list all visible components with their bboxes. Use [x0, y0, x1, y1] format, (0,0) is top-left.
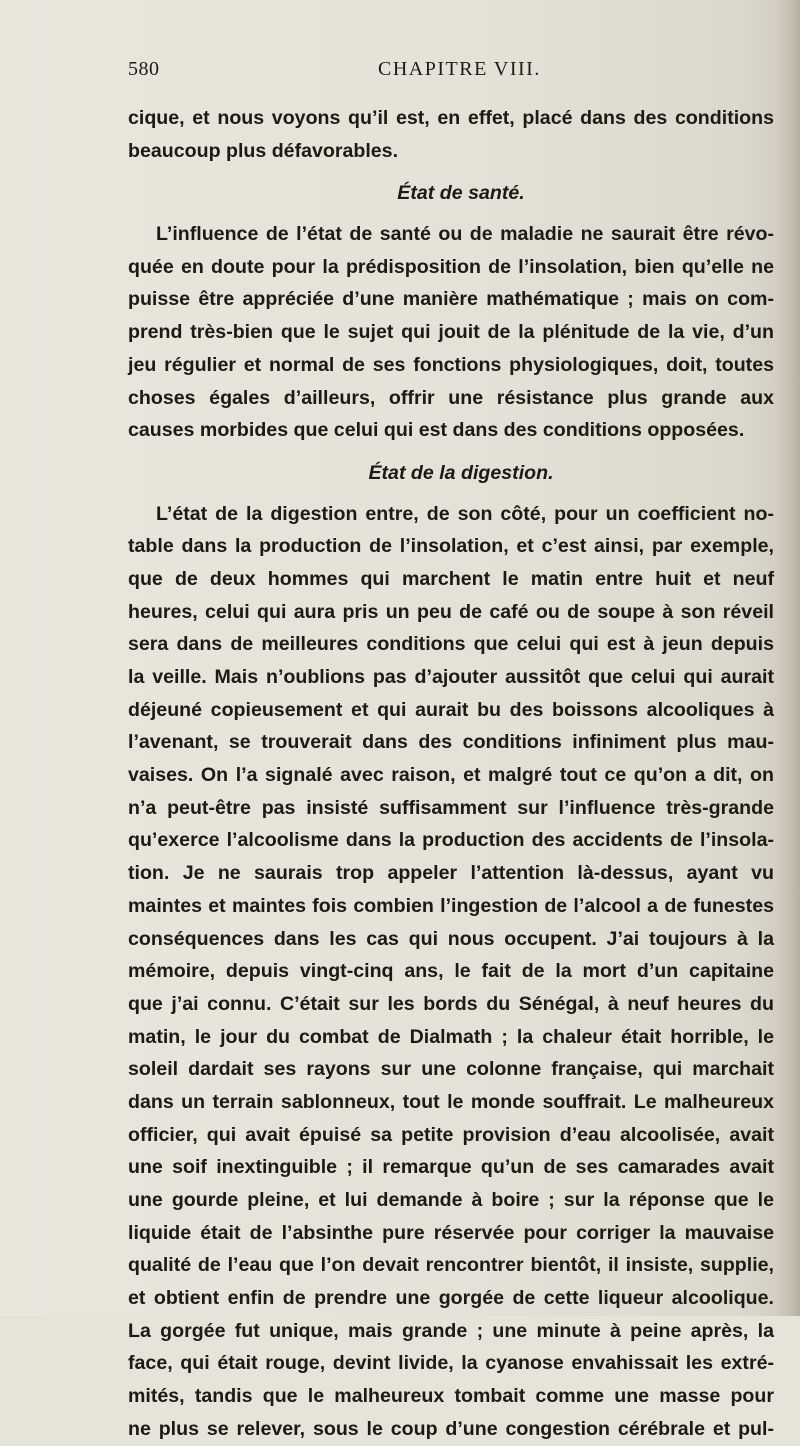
running-head: CHAPITRE VIII.	[378, 58, 541, 80]
text-line: qu’exerce l’alcoolisme dans la production des accidents de l’insola-	[128, 829, 774, 852]
section-heading-digestion: État de la digestion.	[368, 461, 554, 484]
text-line: que de deux hommes qui marchent le matin entre huit et neuf	[128, 567, 774, 590]
text-line: mémoire, depuis vingt-cinq ans, le fait de la mort d’un capitaine	[128, 960, 774, 983]
text-line: déjeuné copieusement et qui aurait bu des boissons alcooliques à	[128, 698, 774, 721]
text-line: dans un terrain sablonneux, tout le monde souffrait. Le malheureux	[128, 1090, 774, 1113]
page-header	[128, 58, 774, 88]
text-line: soleil dardait ses rayons sur une colonne française, qui marchait	[128, 1058, 774, 1081]
text-line: cique, et nous voyons qu’il est, en effet, placé dans des conditions	[128, 107, 774, 129]
text-line: jeu régulier et normal de ses fonctions physiologiques, doit, toutes	[128, 353, 774, 376]
text-line: L’influence de l’état de santé ou de maladie ne saurait être révo-	[156, 223, 774, 246]
text-line: puisse être appréciée d’une manière mathématique ; mais on com-	[128, 288, 774, 311]
text-line: table dans la production de l’insolation, et c’est ainsi, par exemple,	[128, 535, 774, 558]
text-line: face, qui était rouge, devint livide, la cyanose envahissait les extré-	[128, 1352, 774, 1375]
text-line: officier, qui avait épuisé sa petite provision d’eau alcoolisée, avait	[128, 1123, 774, 1146]
text-line: choses égales d’ailleurs, offrir une résistance plus grande aux	[128, 386, 774, 409]
text-line: ne plus se relever, sous le coup d’une congestion cérébrale et pul-	[128, 1417, 774, 1440]
text-line: et obtient enfin de prendre une gorgée de cette liqueur alcoolique.	[128, 1287, 774, 1310]
text-line: qualité de l’eau que l’on devait rencontrer bientôt, il insiste, supplie,	[128, 1254, 774, 1277]
text-line: une soif inextinguible ; il remarque qu’un de ses camarades avait	[128, 1156, 774, 1179]
text-line: n’a peut-être pas insisté suffisamment sur l’influence très-grande	[128, 796, 774, 819]
page-edge-shadow	[774, 0, 800, 1316]
text-line: vaises. On l’a signalé avec raison, et malgré tout ce qu’on a dit, on	[128, 764, 774, 787]
text-line: que j’ai connu. C’était sur les bords du Sénégal, à neuf heures du	[128, 992, 774, 1015]
text-line: heures, celui qui aura pris un peu de café ou de soupe à son réveil	[128, 600, 774, 623]
body-text	[128, 102, 774, 1446]
text-line: matin, le jour du combat de Dialmath ; la chaleur était horrible, le	[128, 1025, 774, 1048]
text-line: la veille. Mais n’oublions pas d’ajouter aussitôt que celui qui aurait	[128, 666, 774, 688]
text-line: mités, tandis que le malheureux tombait comme une masse pour	[128, 1385, 774, 1408]
text-line: quée en doute pour la prédisposition de l’insolation, bien qu’elle ne	[128, 255, 774, 278]
text-line: La gorgée fut unique, mais grande ; une minute à peine après, la	[128, 1319, 774, 1342]
text-line: l’avenant, se trouverait dans des conditions infiniment plus mau-	[128, 731, 774, 754]
page-number: 580	[128, 58, 160, 80]
section-heading-sante: État de santé.	[397, 182, 525, 205]
text-line: prend très-bien que le sujet qui jouit de la plénitude de la vie, d’un	[128, 321, 774, 344]
text-line: conséquences dans les cas qui nous occupent. J’ai toujours à la	[128, 927, 774, 950]
text-line: causes morbides que celui qui est dans des conditions opposées.	[128, 419, 745, 442]
text-line: beaucoup plus défavorables.	[128, 139, 399, 162]
text-line: tion. Je ne saurais trop appeler l’attention là-dessus, ayant vu	[128, 862, 774, 885]
text-line: L’état de la digestion entre, de son côté, pour un coefficient no-	[156, 502, 774, 525]
text-line: liquide était de l’absinthe pure réservée pour corriger la mauvaise	[128, 1221, 774, 1244]
text-line: une gourde pleine, et lui demande à boire ; sur la réponse que le	[128, 1189, 774, 1211]
text-line: maintes et maintes fois combien l’ingestion de l’alcool a de funestes	[128, 894, 774, 917]
text-line: sera dans de meilleures conditions que celui qui est à jeun depuis	[128, 633, 774, 656]
